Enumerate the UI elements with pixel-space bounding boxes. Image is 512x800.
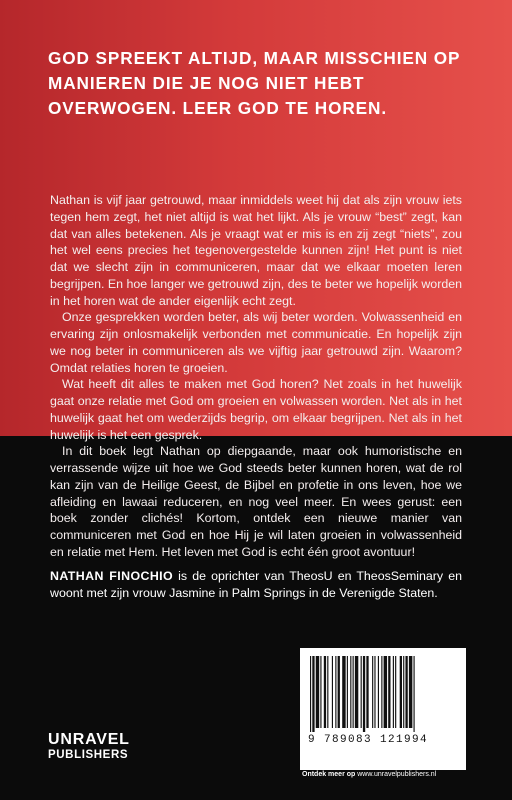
isbn-barcode — [300, 648, 466, 770]
blurb-paragraph-2: Onze gesprekken worden beter, als wij beter worden. Volwassenheid en ervaring zijn onlosmakelijk verbonden met communicatie. En hopelijk zijn we nog beter in communiceren als we vijftig jaar getrouwd zijn. Waarom? Omdat relaties horen te groeien. — [50, 310, 462, 375]
barcode-bars — [308, 656, 458, 732]
barcode-bar — [347, 656, 348, 728]
barcode-bar — [414, 656, 415, 732]
barcode-bar — [400, 656, 402, 728]
publisher-name-line-1: UNRAVEL — [48, 731, 130, 748]
isbn-number: 9 789083 121994 — [308, 734, 429, 746]
barcode-bar — [395, 656, 396, 728]
barcode-bar — [374, 656, 375, 728]
blurb-paragraph-3: Wat heeft dit alles te maken met God horen? Net zoals in het huwelijk gaat onze relatie met God om groeien en volwassen worden. Net als in het huwelijk gaat het om wederzijds begrip, om elkaar begrijpen. Net als in het huwelijk is het een gesprek. — [50, 377, 462, 442]
barcode-bar — [355, 656, 358, 728]
publisher-name-line-2: PUBLISHERS — [48, 749, 129, 761]
barcode-bar — [361, 656, 362, 728]
author-bio — [50, 568, 462, 602]
barcode-bar — [310, 656, 311, 732]
barcode-bar — [338, 656, 340, 728]
barcode-bar — [327, 656, 328, 728]
barcode-bar — [312, 656, 314, 732]
barcode-bar — [353, 656, 354, 728]
barcode-bar — [342, 656, 345, 728]
barcode-bar — [363, 656, 365, 732]
barcode-caption — [302, 771, 472, 778]
blurb-text — [50, 192, 462, 561]
barcode-bar — [381, 656, 382, 728]
barcode-bar — [350, 656, 351, 728]
barcode-bar — [366, 656, 368, 728]
caption-url: www.unravelpublishers.nl — [357, 771, 437, 778]
barcode-bar — [324, 656, 326, 728]
barcode-bar — [335, 656, 336, 728]
barcode-bar — [332, 656, 333, 728]
barcode-bar — [393, 656, 394, 728]
author-name: NATHAN FINOCHIO — [50, 569, 174, 583]
blurb-paragraph-4: In dit boek legt Nathan op diepgaande, maar ook humoristische en verrassende wijze uit hoe we God steeds beter kunnen horen, wat de rol kan zijn van de Heilige Geest, de Bijbel en profetie in ons leven, hoe we afleiding en lawaai reduceren, en nog veel meer. En wees gerust: een boek zonder clichés! Kortom, ontdek een nieuwe manier van communiceren met God en hoe Hij je wil laten groeien in volwassenheid en relatie met Hem. Het leven met God is echt één groot avontuur! — [50, 444, 462, 559]
barcode-bar — [388, 656, 390, 728]
barcode-bar — [316, 656, 319, 728]
barcode-bar — [372, 656, 373, 728]
barcode-bar — [378, 656, 379, 728]
barcode-bar — [405, 656, 407, 728]
publisher-logo — [48, 731, 130, 762]
barcode-bar — [409, 656, 412, 728]
barcode-bar — [320, 656, 321, 728]
barcode-bar — [403, 656, 404, 728]
caption-prefix: Ontdek meer op — [302, 771, 358, 778]
author-bio-text: is de oprichter van TheosU en TheosSeminary en woont met zijn vrouw Jasmine in Palm Springs in de Verenigde Staten. — [50, 569, 462, 600]
barcode-bar — [384, 656, 387, 728]
headline: GOD SPREEKT ALTIJD, MAAR MISSCHIEN OP MANIEREN DIE JE NOG NIET HEBT OVERWOGEN. LEER GOD TE HOREN. — [48, 48, 461, 118]
blurb-paragraph-1: Nathan is vijf jaar getrouwd, maar inmiddels weet hij dat als zijn vrouw iets tegen hem zegt, het niet altijd is wat het lijkt. Als je vrouw “best” zegt, kan dat van alles betekenen. Als je vraagt wat er mis is en zij zegt “niets”, zou het wel eens precies het tegenovergestelde kunnen zijn! Het punt is niet dat we slecht zijn in communiceren, maar dat we elkaar moeten leren begrijpen. En hoe langer we getrouwd zijn, des te beter we hopelijk worden in het horen wat de ander eigenlijk echt zegt. — [50, 193, 462, 308]
